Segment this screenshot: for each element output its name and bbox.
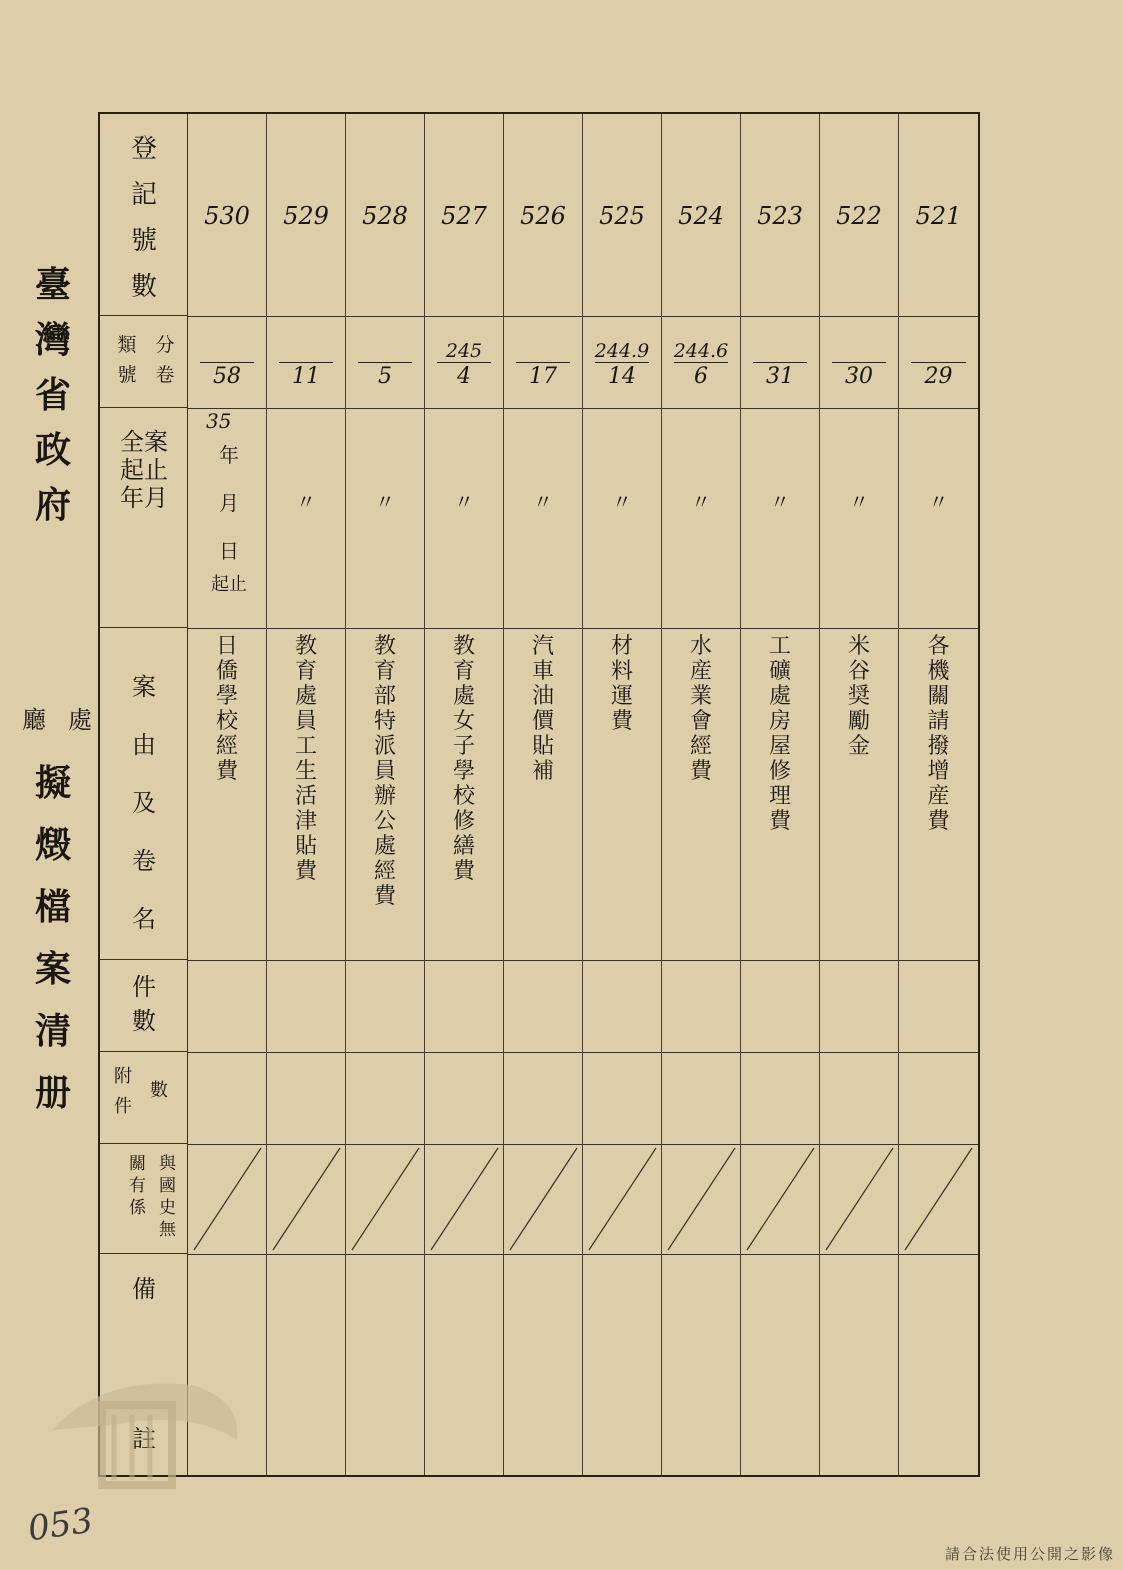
register-number: 528: [362, 202, 408, 230]
header-reg-no: 登記號數: [100, 114, 188, 316]
record-column: [583, 114, 662, 1475]
class-number: 29: [924, 364, 953, 389]
subject-text: 水産業會經費: [689, 634, 712, 784]
fraction-line: [200, 362, 255, 363]
ditto-mark: 〃: [296, 490, 316, 514]
fraction-line: [674, 362, 729, 363]
fraction-line: [595, 362, 650, 363]
register-number: 529: [283, 202, 329, 230]
header-remarks: 備 註: [132, 1275, 156, 1453]
start-period: 35 年 月 日 起止: [206, 409, 247, 595]
class-number: 6: [694, 364, 708, 389]
record-column: [662, 114, 741, 1475]
register-number: 524: [678, 202, 724, 230]
register-number: 526: [520, 202, 566, 230]
header-column: [100, 114, 188, 1475]
subject-text: 材料運費: [610, 634, 633, 734]
ditto-mark: 〃: [375, 490, 395, 514]
register-number: 522: [836, 202, 882, 230]
class-number: 31: [766, 364, 794, 389]
register-number: 523: [757, 202, 803, 230]
ditto-mark: 〃: [533, 490, 553, 514]
record-column: [820, 114, 899, 1475]
watermark: 請合法使用公開之影像: [944, 1545, 1115, 1563]
subject-text: 工礦處房屋修理費: [768, 634, 791, 834]
ditto-mark: 〃: [612, 490, 632, 514]
class-number: 5: [378, 364, 392, 389]
subject-text: 汽車油價貼補: [531, 634, 554, 784]
subject-text: 教育處員工生活津貼費: [294, 634, 317, 884]
class-number: 30: [845, 364, 873, 389]
register-title: 擬燬檔案清册: [34, 762, 71, 1114]
class-volume: 245: [445, 340, 483, 362]
record-column: [346, 114, 425, 1475]
record-column: [741, 114, 820, 1475]
ditto-mark: 〃: [454, 490, 474, 514]
fraction-line: [358, 362, 413, 363]
header-attachments: 附件 數: [100, 1052, 188, 1144]
fraction-line: [279, 362, 334, 363]
class-volume: 244.9: [594, 340, 650, 362]
register-number: 525: [599, 202, 645, 230]
office-prefix: 廳處: [22, 706, 114, 734]
class-number: 4: [457, 364, 471, 389]
header-relevance: 與國史無關有係: [100, 1144, 188, 1254]
record-column: [188, 114, 267, 1475]
class-number: 14: [608, 364, 636, 389]
relevance-slash-marks: [100, 1144, 978, 1254]
register-number: 521: [915, 202, 962, 230]
subject-text: 米谷奨勵金: [847, 634, 870, 759]
subject-text: 教育部特派員辦公處經費: [373, 634, 396, 909]
register-table: [98, 112, 980, 1477]
header-count: 件數: [100, 960, 188, 1052]
fraction-line: [911, 362, 966, 363]
class-number: 58: [213, 364, 241, 389]
subject-text: 各機關請撥增産費: [927, 634, 950, 834]
register-number: 530: [204, 202, 250, 230]
record-column: [425, 114, 504, 1475]
ditto-mark: 〃: [928, 490, 949, 514]
fraction-line: [437, 362, 492, 363]
page-number: 053: [25, 1500, 96, 1550]
ditto-mark: 〃: [770, 490, 790, 514]
class-volume: 244.6: [673, 340, 729, 362]
subject-text: 教育處女子學校修繕費: [452, 634, 475, 884]
record-column: [267, 114, 346, 1475]
class-number: 17: [529, 364, 557, 389]
fraction-line: [753, 362, 808, 363]
archive-stamp-icon: [42, 1370, 252, 1500]
subject-text: 日僑學校經費: [215, 634, 238, 784]
header-period: 全案起止年月: [100, 408, 188, 628]
fraction-line: [832, 362, 887, 363]
ditto-mark: 〃: [849, 490, 869, 514]
header-subject: 案由及卷名: [100, 628, 188, 960]
record-column: [899, 114, 978, 1475]
header-classification: 分卷 類號: [100, 316, 188, 408]
ditto-mark: 〃: [691, 490, 711, 514]
record-column: [504, 114, 583, 1475]
agency-title: 臺灣省政府: [34, 264, 71, 526]
register-number: 527: [441, 202, 487, 230]
fraction-line: [516, 362, 571, 363]
class-number: 11: [292, 364, 320, 389]
